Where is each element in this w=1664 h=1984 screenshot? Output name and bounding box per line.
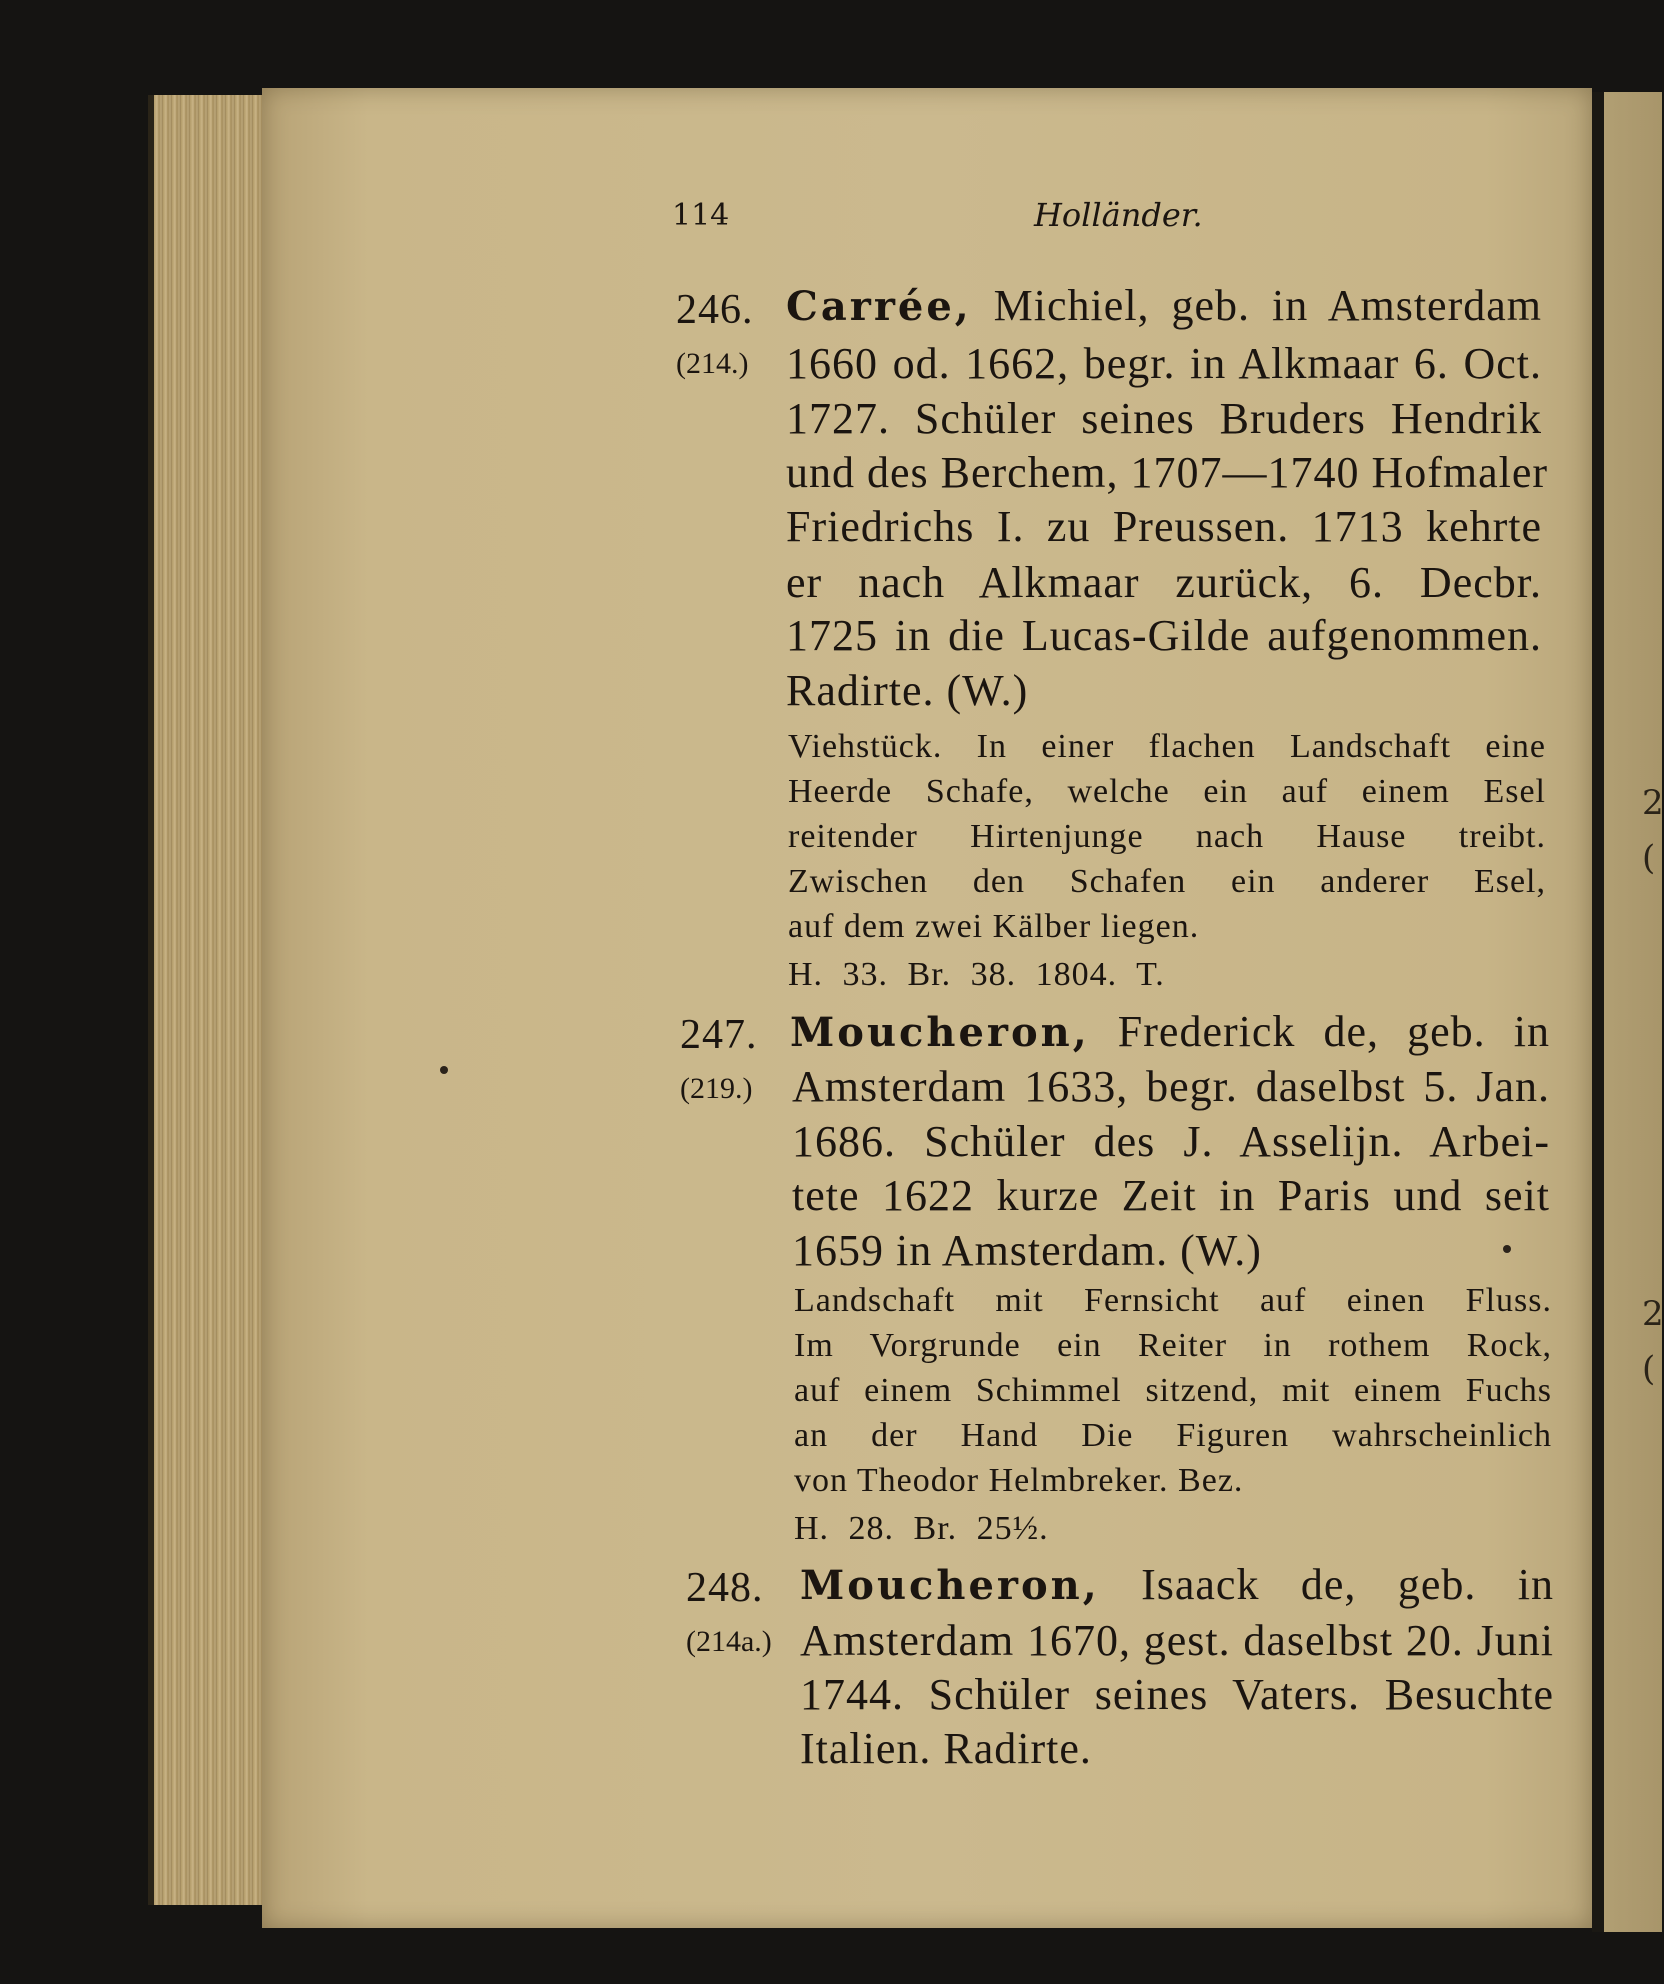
work-description-line: Viehstück. In einer flachen Landschaft eine <box>788 728 1546 765</box>
work-description-line: von Theodor Helmbreker. Bez. <box>794 1462 1244 1499</box>
entry-line: 1660 od. 1662, begr. in Alkmaar 6. Oct. <box>786 339 1542 388</box>
entry-reference: (214.) <box>676 347 749 380</box>
entry-number: 248. <box>686 1565 764 1611</box>
next-page-glyph: 2 <box>1642 1294 1664 1334</box>
work-description-line: Landschaft mit Fernsicht auf einen Fluss. <box>794 1282 1552 1319</box>
next-page-edge <box>1592 92 1662 1932</box>
entry-line: Moucheron, Isaack de, geb. in <box>800 1560 1554 1609</box>
work-dimensions: H. 28. Br. 25½. <box>794 1510 1049 1547</box>
work-description-line: an der Hand Die Figuren wahrscheinlich <box>794 1417 1552 1454</box>
next-page-glyph: ( <box>1642 1349 1656 1389</box>
work-description-line: Heerde Schafe, welche ein auf einem Esel <box>788 773 1546 810</box>
entry-line: 1659 in Amsterdam. (W.) <box>792 1226 1262 1275</box>
work-description-line: reitender Hirtenjunge nach Hause treibt. <box>788 818 1546 855</box>
entry-line: Friedrichs I. zu Preussen. 1713 kehrte <box>786 502 1542 551</box>
entry-line: tete 1622 kurze Zeit in Paris und seit <box>792 1171 1550 1220</box>
ink-dot <box>1503 1245 1511 1253</box>
entry-line: Italien. Radirte. <box>800 1724 1092 1773</box>
next-page-glyph: ( <box>1642 838 1656 878</box>
artist-name: Moucheron, <box>800 1562 1100 1609</box>
entry-line: Amsterdam 1633, begr. daselbst 5. Jan. <box>792 1062 1550 1111</box>
entry-line: Carrée, Michiel, geb. in Amsterdam <box>786 281 1542 330</box>
entry-reference: (214a.) <box>686 1625 772 1658</box>
entry-reference: (219.) <box>680 1072 753 1105</box>
ink-dot <box>440 1066 448 1074</box>
work-description-line: Im Vorgrunde ein Reiter in rothem Rock, <box>794 1327 1552 1364</box>
entry-line: 1686. Schüler des J. Asselijn. Arbei- <box>792 1117 1550 1166</box>
entry-line: 1727. Schüler seines Bruders Hendrik <box>786 394 1542 443</box>
work-description-line: auf einem Schimmel sitzend, mit einem Fuchs <box>794 1372 1552 1409</box>
work-description-line: auf dem zwei Kälber liegen. <box>788 908 1200 945</box>
entry-line: und des Berchem, 1707—1740 Hofmaler <box>786 448 1549 497</box>
work-description-line: Zwischen den Schafen ein anderer Esel, <box>788 863 1546 900</box>
artist-name: Moucheron, <box>790 1009 1090 1056</box>
entry-line: Radirte. (W.) <box>786 666 1029 715</box>
entry-line: Moucheron, Frederick de, geb. in <box>790 1007 1550 1056</box>
entry-number: 247. <box>680 1012 758 1058</box>
entry-number: 246. <box>676 287 754 333</box>
work-dimensions: H. 33. Br. 38. 1804. T. <box>788 956 1165 993</box>
entry-line: Amsterdam 1670, gest. daselbst 20. Juni <box>800 1616 1554 1665</box>
entry-line: 1725 in die Lucas-Gilde aufgenommen. <box>786 611 1542 660</box>
next-page-glyph: 2 <box>1642 783 1664 823</box>
artist-name: Carrée, <box>786 283 972 330</box>
running-title: Holländer. <box>1034 196 1203 234</box>
page-number: 114 <box>672 198 730 233</box>
entry-line: er nach Alkmaar zurück, 6. Decbr. <box>786 558 1542 607</box>
entry-line: 1744. Schüler seines Vaters. Besuchte <box>800 1670 1554 1719</box>
